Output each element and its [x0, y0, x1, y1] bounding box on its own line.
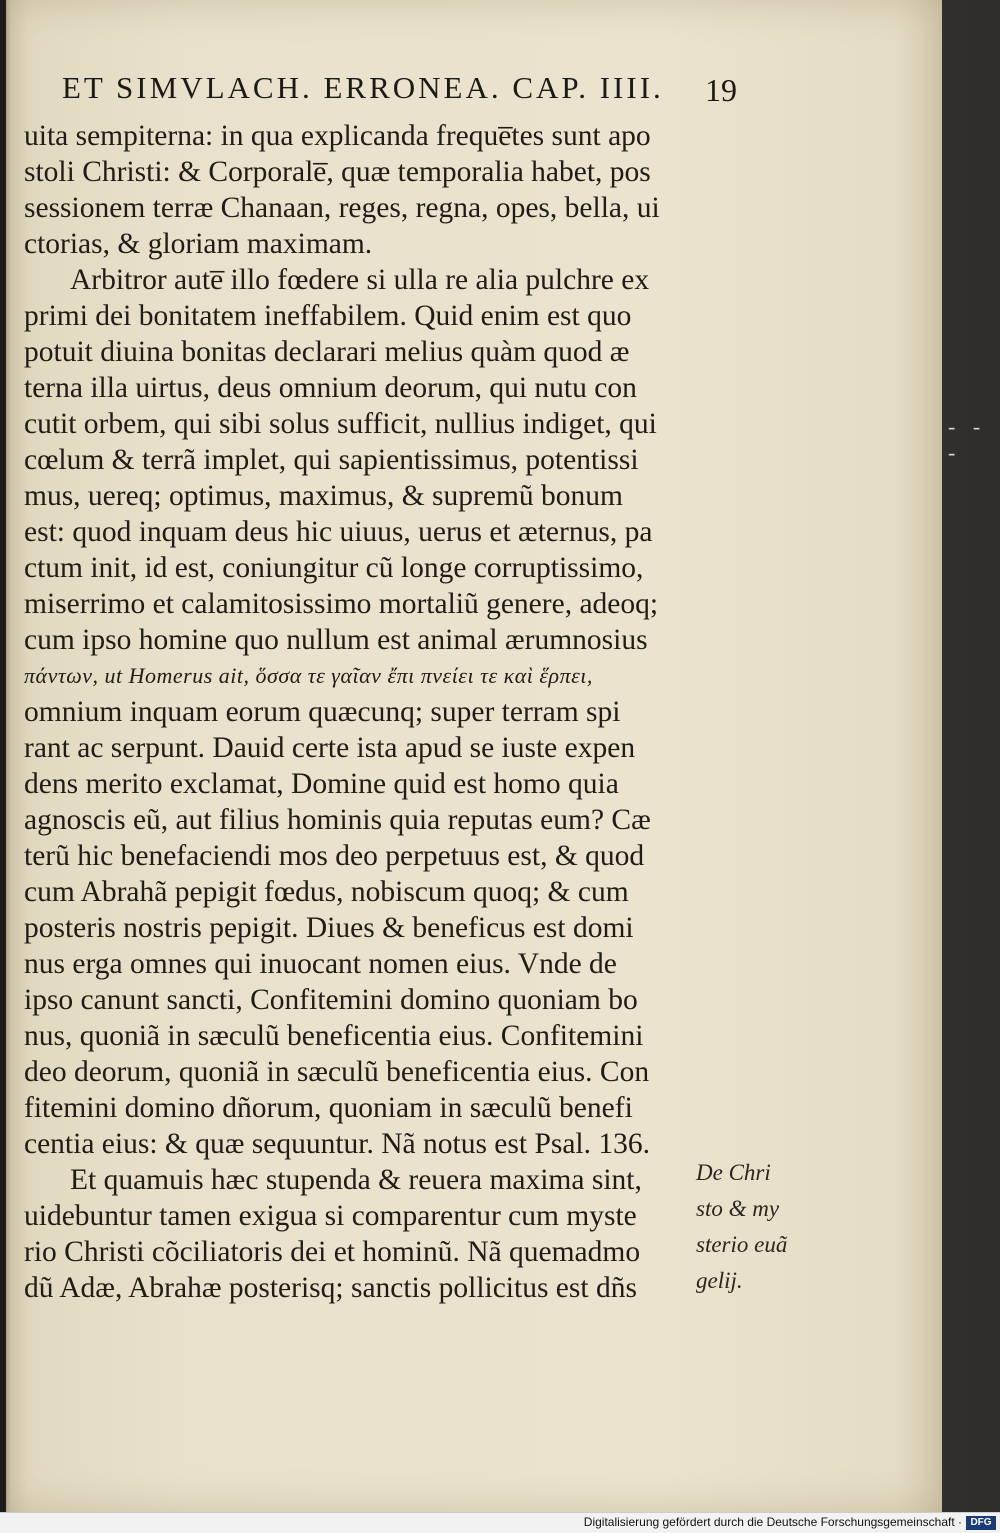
marginal-note-line: sterio euã [696, 1232, 788, 1257]
marginal-note-line: sto & my [696, 1196, 780, 1221]
text-line: sessionem terræ Chanaan, reges, regna, opes, bella, ui [24, 192, 660, 224]
text-line: uita sempiterna: in qua explicanda freque̅tes sunt apo [24, 120, 651, 152]
text-line: miserrimo et calamitosissimo mortaliũ genere, adeoq; [24, 588, 659, 620]
text-line: mus, uereq; optimus, maximus, & supremũ bonum [24, 480, 623, 512]
text-line: rant ac serpunt. Dauid certe ista apud se iuste expen [24, 732, 636, 764]
text-line: cum Abrahã pepigit fœdus, nobiscum quoq; & cum [24, 876, 629, 908]
body-text [24, 118, 744, 1306]
footer-credit: Digitalisierung gefördert durch die Deutsche Forschungsgemeinschaft · [583, 1515, 962, 1529]
text-line: omnium inquam eorum quæcunq; super terram spi [24, 696, 621, 728]
text-line: agnoscis eũ, aut filius hominis quia reputas eum? Cæ [24, 804, 651, 836]
text-line: nus erga omnes qui inuocant nomen eius. Vnde de [24, 948, 617, 980]
text-line: uidebuntur tamen exigua si comparentur cum myste [24, 1200, 637, 1232]
scan-edge-marks: - - - [948, 414, 987, 465]
text-line: cum ipso homine quo nullum est animal ærumnosius [24, 624, 648, 656]
text-line: stoli Christi: & Corporale̅, quæ temporalia habet, pos [24, 156, 651, 188]
dfg-logo: DFG [966, 1516, 996, 1530]
text-line: dens merito exclamat, Domine quid est homo quia [24, 768, 619, 800]
left-edge [0, 0, 6, 1532]
text-line: posteris nostris pepigit. Diues & beneficus est domi [24, 912, 634, 944]
text-line: Arbitror aute̅ illo fœdere si ulla re alia pulchre ex [70, 264, 650, 296]
marginal-note [696, 1155, 811, 1299]
text-line: nus, quoniã in sæculũ beneficentia eius. Confitemini [24, 1020, 644, 1052]
text-line: potuit diuina bonitas declarari melius quàm quod æ [24, 336, 630, 368]
text-line: est: quod inquam deus hic uiuus, uerus et æternus, pa [24, 516, 653, 548]
text-line: ipso canunt sancti, Confitemini domino quoniam bo [24, 984, 638, 1016]
text-line: πάντων, ut Homerus ait, ὅσσα τε γαῖαν ἔπι πνείει τε καὶ ἕρπει, [24, 663, 593, 688]
text-line: fitemini domino dñorum, quoniam in sæculũ benefi [24, 1092, 633, 1124]
footer-bar [0, 1512, 1000, 1533]
text-line: dũ Adæ, Abrahæ posterisq; sanctis pollicitus est dñs [24, 1272, 637, 1304]
text-line: Et quamuis hæc stupenda & reuera maxima sint, [70, 1164, 642, 1196]
text-line: cœlum & terrã implet, qui sapientissimus, potentissi [24, 444, 639, 476]
marginal-note-line: gelij. [696, 1268, 743, 1293]
marginal-note-line: De Chri [696, 1160, 771, 1185]
text-line: rio Christi cõciliatoris dei et hominũ. Nã quemadmo [24, 1236, 641, 1268]
text-line: terũ hic benefaciendi mos deo perpetuus est, & quod [24, 840, 645, 872]
text-line: ctum init, id est, coniungitur cũ longe corruptissimo, [24, 552, 644, 584]
text-line: cutit orbem, qui sibi solus sufficit, nullius indiget, qui [24, 408, 657, 440]
text-line: terna illa uirtus, deus omnium deorum, qui nutu con [24, 372, 637, 404]
text-line: deo deorum, quoniã in sæculũ beneficentia eius. Con [24, 1056, 650, 1088]
text-line: centia eius: & quæ sequuntur. Nã notus est Psal. 136. [24, 1128, 650, 1160]
folio-number: 19 [705, 72, 737, 108]
text-line: primi dei bonitatem ineffabilem. Quid enim est quo [24, 300, 632, 332]
running-title: ET SIMVLACH. ERRONEA. CAP. IIII. [62, 70, 664, 105]
text-line: ctorias, & gloriam maximam. [24, 228, 373, 260]
